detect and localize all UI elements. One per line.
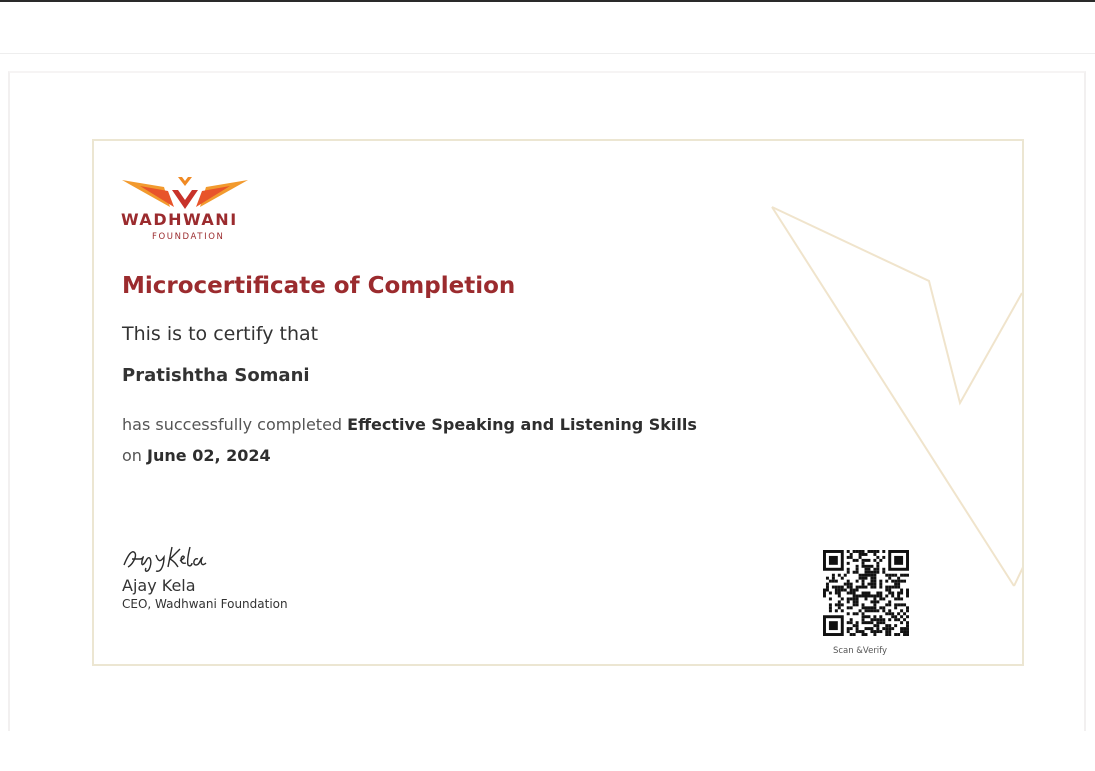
completion-prefix: has successfully completed (122, 415, 343, 434)
logo-wordmark: WADHWANI (121, 210, 238, 229)
signature (120, 541, 220, 575)
certificate (92, 139, 1024, 666)
logo-subtitle: FOUNDATION (152, 232, 225, 242)
recipient-name: Pratishtha Somani (122, 365, 310, 386)
qr-code (823, 550, 909, 636)
signatory-title: CEO, Wadhwani Foundation (122, 597, 288, 611)
date-prefix: on (122, 446, 142, 465)
scan-verify-label: Scan &Verify (832, 646, 888, 656)
signatory-name: Ajay Kela (122, 576, 196, 595)
certificate-title: Microcertificate of Completion (122, 273, 516, 299)
certify-text: This is to certify that (122, 323, 319, 345)
date-line (122, 446, 271, 465)
wadhwani-logo (120, 177, 250, 247)
course-name: Effective Speaking and Listening Skills (347, 415, 697, 434)
completion-date: June 02, 2024 (147, 446, 271, 465)
top-bar (0, 0, 1095, 54)
completion-line (122, 415, 697, 434)
wadhwani-bird-icon (122, 177, 248, 211)
